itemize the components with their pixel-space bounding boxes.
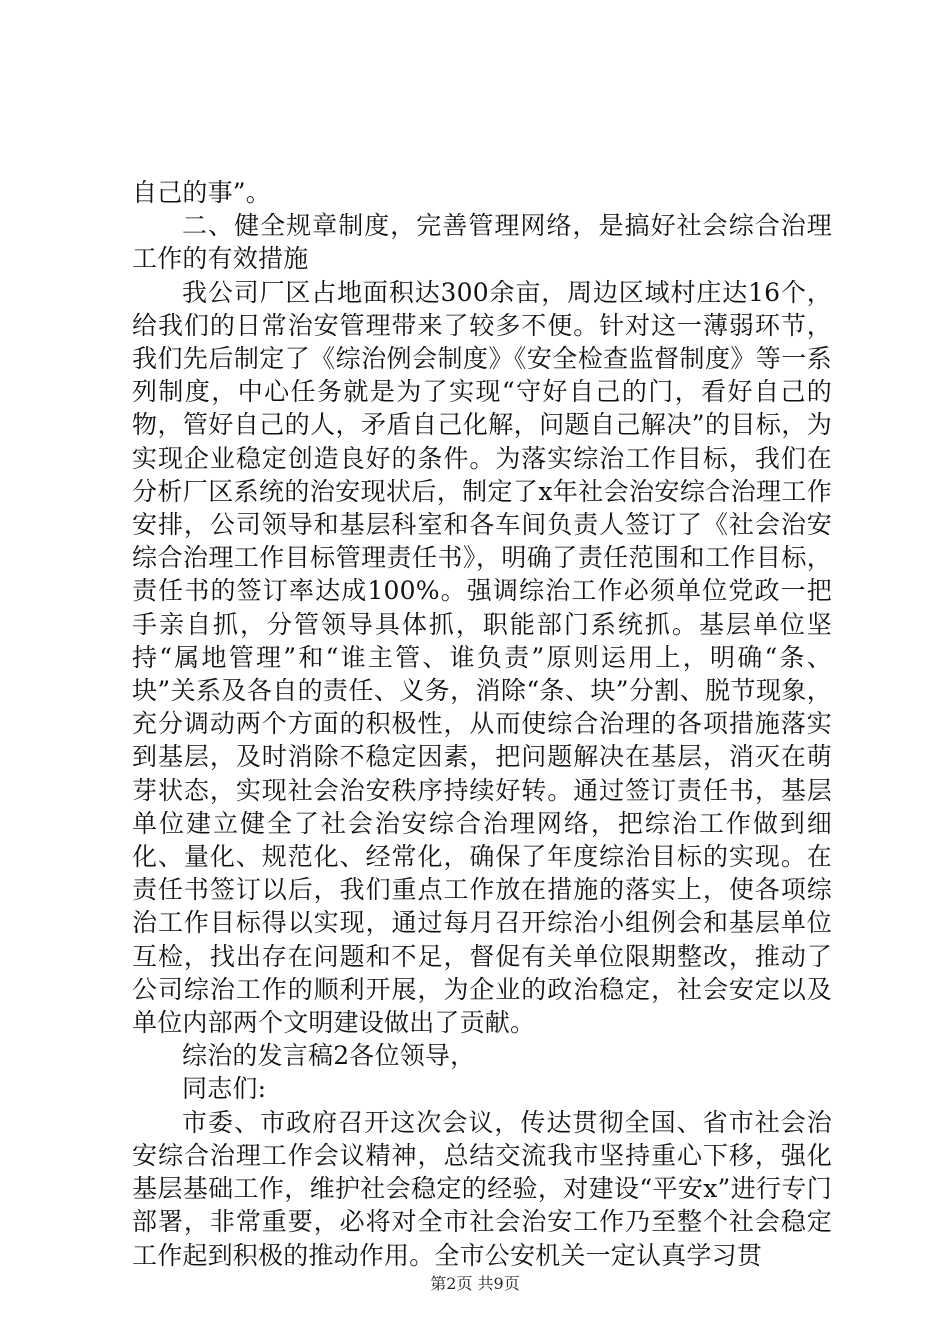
- speech-title-line: 综治的发言稿2各位领导，: [182, 1041, 476, 1071]
- paragraph-body: 我公司厂区占地面积达300余亩，周边区域村庄达16个，给我们的日常治安管理带来了较多不便。针对这一薄弱环节，我们先后制定了《综治例会制度》《安全检查监督制度》等一系列制度，中心任务就是为了实现“守好自己的门，看好自己的物，管好自己的人，矛盾自己化解，问题自己解决”的目标，为实现企业稳定创造良好的条件。为落实综治工作目标，我们在分析厂区系统的治安现状后，制定了x年社会治安综合治理工作安排，公司领导和基层科室和各车间负责人签订了《社会治安综合治理工作目标管理责任书》，明确了责任范围和工作目标，责任书的签订率达成100%。强调综治工作必须单位党政一把手亲自抓，分管领导具体抓，职能部门系统抓。基层单位坚持“属地管理”和“谁主管、谁负责”原则运用上，明确“条、块”关系及各自的责任、义务，消除“条、块”分割、脱节现象，充分调动两个方面的积极性，从而使综合治理的各项措施落实到基层，及时消除不稳定因素，把问题解决在基层，消灭在萌芽状态，实现社会治安秩序持续好转。通过签订责任书，基层单位建立健全了社会治安综合治理网络，把综治工作做到细化、量化、规范化、经常化，确保了年度综治目标的实现。在责任书签订以后，我们重点工作放在措施的落实上，使各项综治工作目标得以实现，通过每月召开综治小组例会和基层单位互检，找出存在问题和不足，督促有关单位限期整改，推动了公司综治工作的顺利开展，为企业的政治稳定，社会安定以及单位内部两个文明建设做出了贡献。: [132, 277, 832, 1038]
- salutation-line: 同志们:: [182, 1074, 267, 1104]
- section-heading-2: 二、健全规章制度，完善管理网络，是搞好社会综合治理工作的有效措施: [132, 211, 832, 274]
- document-body: [132, 176, 832, 1272]
- paragraph-continuation: 自己的事”。: [132, 178, 271, 207]
- paragraph-speech-body: 市委、市政府召开这次会议，传达贯彻全国、省市社会治安综合治理工作会议精神，总结交流我市坚持重心下移，强化基层基础工作，维护社会稳定的经验，对建设“平安x”进行专门部署，非常重要，必将对全市社会治安工作乃至整个社会稳定工作起到积极的推动作用。全市公安机关一定认真学习贯: [132, 1107, 832, 1270]
- page-number-footer: 第2页 共9页: [430, 1274, 520, 1293]
